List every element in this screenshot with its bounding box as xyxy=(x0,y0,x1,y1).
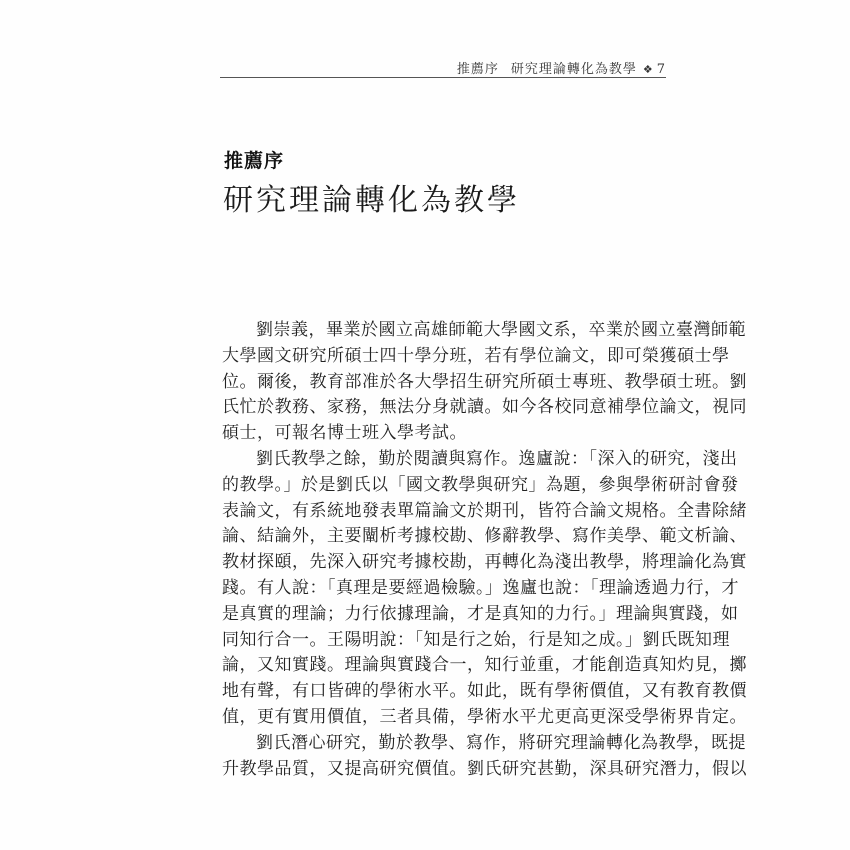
text-line: 位。爾後，教育部准於各大學招生研究所碩士專班、教學碩士班。劉 xyxy=(222,371,747,392)
text-line: 劉氏潛心研究，勤於教學、寫作，將研究理論轉化為教學，既提 xyxy=(256,732,746,753)
text-line: 論、結論外，主要闡析考據校勘、修辭教學、寫作美學、範文析論、 xyxy=(222,526,747,547)
body-text xyxy=(222,318,747,782)
text-line: 大學國文研究所碩士四十學分班，若有學位論文，即可榮獲碩士學 xyxy=(222,345,730,366)
text-line: 踐。有人說：「真理是要經過檢驗。」逸廬也說：「理論透過力行，才 xyxy=(222,577,739,598)
text-line: 劉崇義，畢業於國立高雄師範大學國文系，卒業於國立臺灣師範 xyxy=(256,320,746,340)
text-line: 值，更有實用價值，三者具備，學術水平尤更高更深受學術界肯定。 xyxy=(222,706,747,727)
text-line: 氏忙於教務、家務，無法分身就讀。如今各校同意補學位論文，視同 xyxy=(222,397,747,418)
text-line: 升教學品質，又提高研究價值。劉氏研究甚勤，深具研究潛力，假以 xyxy=(222,758,747,779)
text-line: 表論文，有系統地發表單篇論文於期刊，皆符合論文規格。全書除緒 xyxy=(222,500,747,521)
text-line: 論，又知實踐。理論與實踐合一，知行並重，才能創造真知灼見，擲 xyxy=(222,655,747,676)
running-header xyxy=(220,58,666,76)
text-line: 同知行合一。王陽明說：「知是行之始，行是知之成。」劉氏既知理 xyxy=(222,629,730,650)
running-header-title: 研究理論轉化為教學 xyxy=(510,62,637,77)
header-rule xyxy=(220,77,666,78)
running-header-section: 推薦序 xyxy=(456,62,499,77)
text-line: 教材探頤，先深入研究考據校勘，再轉化為淺出教學，將理論化為實 xyxy=(222,552,747,573)
text-line: 是真實的理論；力行依據理論，才是真知的力行。」理論與實踐，如 xyxy=(222,603,739,624)
page-number: 7 xyxy=(656,62,666,77)
text-line: 地有聲，有口皆碑的學術水平。如此，既有學術價值，又有教育教價 xyxy=(222,681,747,702)
chapter-title: 研究理論轉化為教學 xyxy=(223,183,520,218)
text-line: 劉氏教學之餘，勤於閱讀與寫作。逸廬說：「深入的研究，淺出 xyxy=(256,448,738,469)
section-label: 推薦序 xyxy=(224,150,285,172)
ornament-icon: ❖ xyxy=(642,63,654,76)
text-line: 的教學。」於是劉氏以「國文教學與研究」為題，參與學術研討會發 xyxy=(222,474,739,495)
text-line: 碩士，可報名博士班入學考試。 xyxy=(222,423,467,444)
